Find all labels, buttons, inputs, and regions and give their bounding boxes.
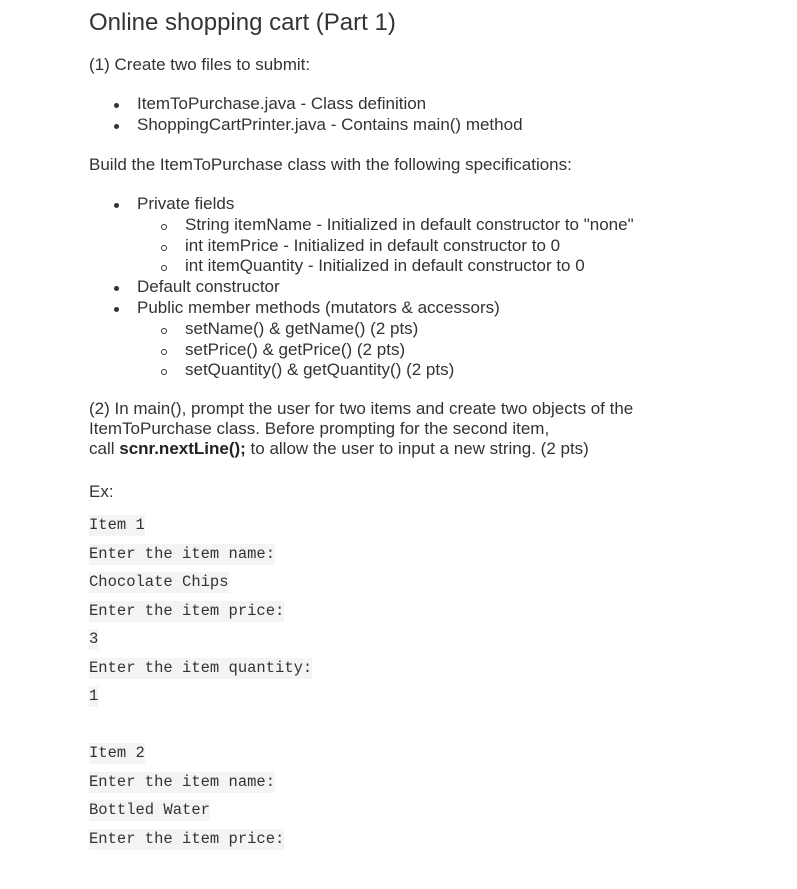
list-item: int itemQuantity - Initialized in default constructor to 0 (89, 256, 634, 277)
step2-call-text: to allow the user to input a new string. (2 pts) (245, 439, 589, 458)
code-line: Enter the item name: (89, 544, 276, 563)
list-item: ItemToPurchase.java - Class definition (89, 94, 523, 115)
code-line: Enter the item price: (89, 601, 285, 620)
step2-line (89, 439, 633, 459)
code-line: Enter the item quantity: (89, 658, 313, 677)
private-fields-item: Private fields (89, 194, 634, 215)
default-constructor-item: Default constructor (89, 277, 634, 298)
list-item: setQuantity() & getQuantity() (2 pts) (89, 360, 634, 381)
files-list (89, 94, 523, 136)
step2-paragraph (89, 399, 633, 459)
code-line: 1 (89, 687, 99, 705)
code-line: Bottled Water (89, 801, 210, 819)
example-label: Ex: (89, 482, 114, 501)
step1-intro: (1) Create two files to submit: (89, 55, 311, 74)
code-inline: scnr.nextLine(); (119, 439, 246, 458)
step2-line: ItemToPurchase class. Before prompting for the second item, (89, 419, 550, 438)
step2-call-text: call (89, 439, 120, 458)
code-line: 3 (89, 630, 99, 648)
code-line: Item 1 (89, 516, 145, 534)
code-line: Item 2 (89, 744, 145, 762)
list-item: int itemPrice - Initialized in default constructor to 0 (89, 236, 634, 257)
list-item: String itemName - Initialized in default constructor to "none" (89, 215, 634, 236)
step2-line: (2) In main(), prompt the user for two items and create two objects of the (89, 399, 634, 418)
list-item: setPrice() & getPrice() (2 pts) (89, 340, 634, 361)
public-methods-item: Public member methods (mutators & accessors) (89, 298, 634, 319)
code-line: Enter the item name: (89, 772, 276, 791)
example-output (89, 511, 312, 853)
code-line: Chocolate Chips (89, 573, 229, 591)
spec-intro: Build the ItemToPurchase class with the following specifications: (89, 155, 572, 174)
code-line: Enter the item price: (89, 829, 285, 848)
list-item: setName() & getName() (2 pts) (89, 319, 634, 340)
spec-list (89, 194, 634, 381)
list-item: ShoppingCartPrinter.java - Contains main() method (89, 115, 523, 136)
page-title: Online shopping cart (Part 1) (89, 9, 396, 36)
